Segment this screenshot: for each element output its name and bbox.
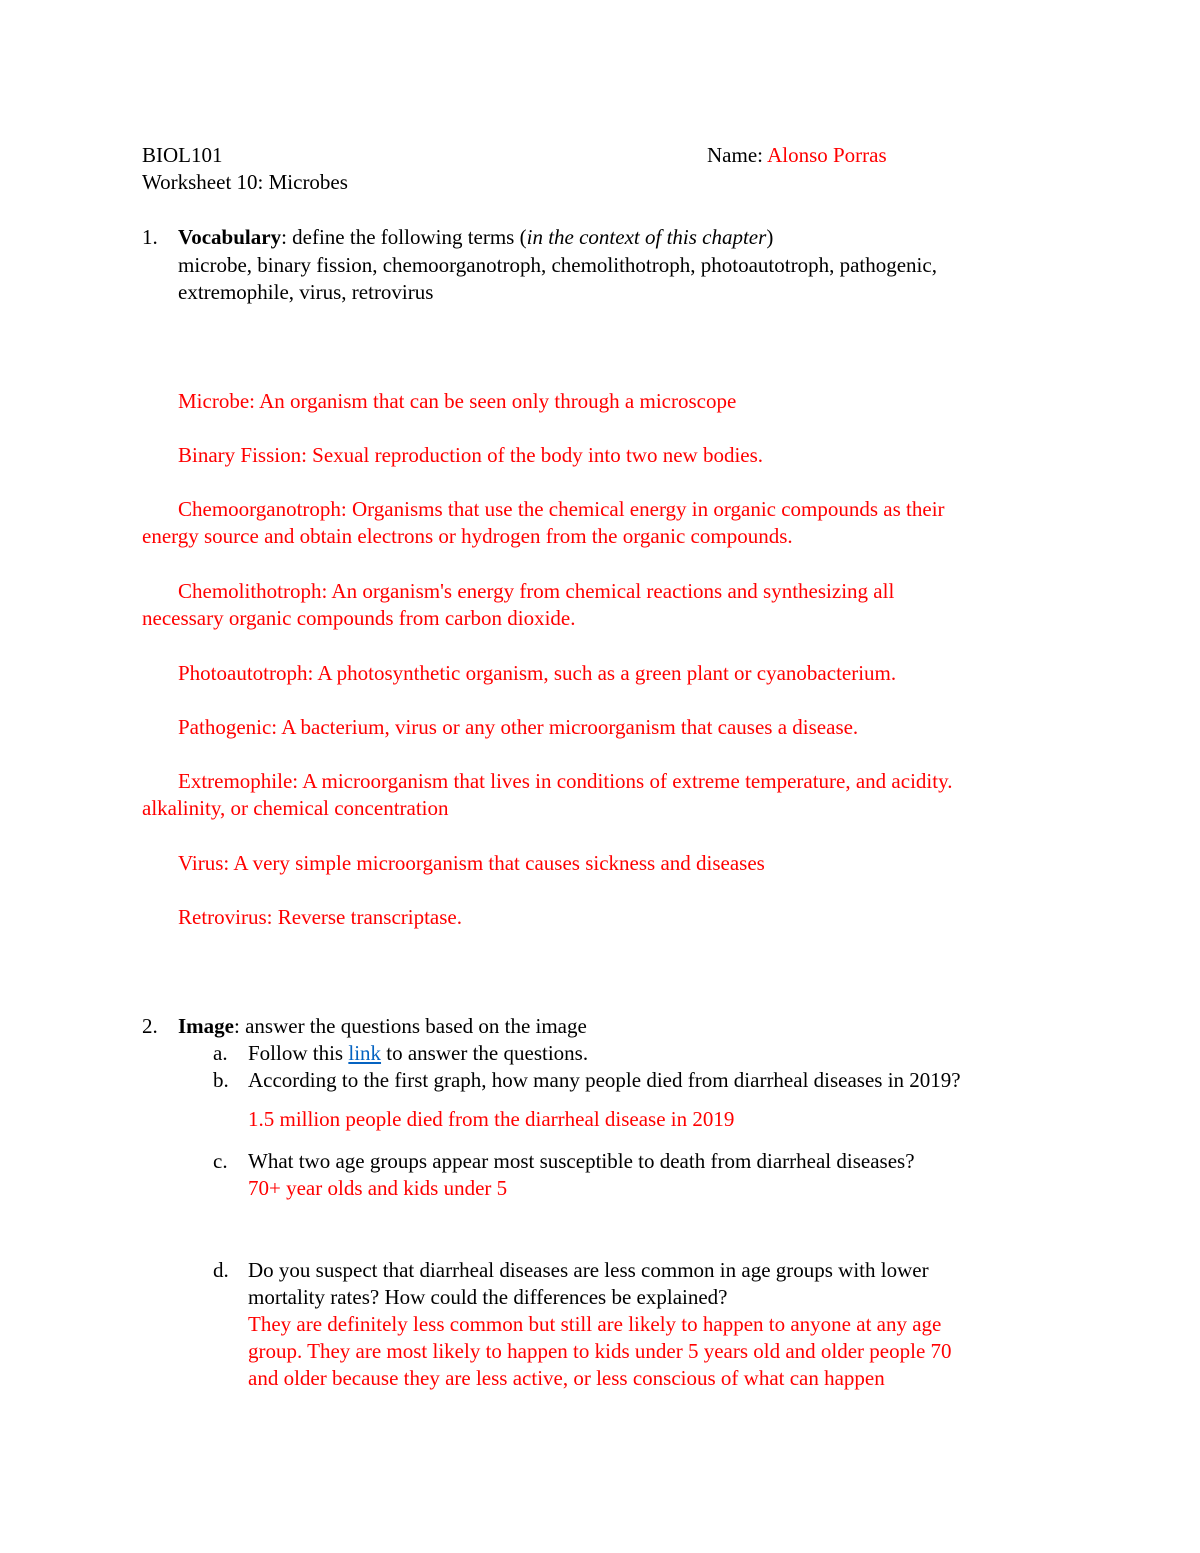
answer-extremophile-line-1: Extremophile: A microorganism that lives in conditions of extreme temperature, and acidity. xyxy=(178,769,953,793)
student-name-field xyxy=(707,142,887,169)
course-code: BIOL101 xyxy=(142,143,223,167)
name-label: Name: xyxy=(707,143,763,167)
q2c-letter: c. xyxy=(213,1149,228,1173)
q2-heading: Image xyxy=(178,1014,234,1038)
answer-extremophile-line-2: alkalinity, or chemical concentration xyxy=(142,796,449,820)
q1-heading: Vocabulary xyxy=(178,225,282,249)
answer-photoautotroph: Photoautotroph: A photosynthetic organism, such as a green plant or cyanobacterium. xyxy=(178,661,897,685)
q2-prompt: Image: answer the questions based on the image xyxy=(178,1014,587,1038)
worksheet-title: Worksheet 10: Microbes xyxy=(142,170,348,194)
question-link[interactable]: link xyxy=(348,1041,382,1065)
answer-chemolithotroph-line-2: necessary organic compounds from carbon dioxide. xyxy=(142,606,576,630)
answer-chemolithotroph-line-1: Chemolithotroph: An organism's energy from chemical reactions and synthesizing all xyxy=(178,579,895,603)
q2d-answer-line-1: They are definitely less common but still are likely to happen to anyone at any age xyxy=(248,1312,942,1336)
q1-terms-line-2: extremophile, virus, retrovirus xyxy=(178,280,434,304)
answer-chemoorganotroph-line-2: energy source and obtain electrons or hydrogen from the organic compounds. xyxy=(142,524,793,548)
answer-microbe: Microbe: An organism that can be seen only through a microscope xyxy=(178,389,737,413)
answer-binary-fission: Binary Fission: Sexual reproduction of the body into two new bodies. xyxy=(178,443,764,467)
q1-terms-line-1: microbe, binary fission, chemoorganotroph, chemolithotroph, photoautotroph, pathogenic, xyxy=(178,253,937,277)
q1-prompt: Vocabulary: define the following terms (in the context of this chapter) xyxy=(178,225,774,249)
student-name: Alonso Porras xyxy=(767,143,887,167)
q2d-question-line-1: Do you suspect that diarrheal diseases are less common in age groups with lower xyxy=(248,1258,929,1282)
answer-virus: Virus: A very simple microorganism that causes sickness and diseases xyxy=(178,851,765,875)
q2a-text: Follow this link to answer the questions. xyxy=(248,1041,589,1065)
q2b-answer: 1.5 million people died from the diarrheal disease in 2019 xyxy=(248,1107,735,1131)
answer-pathogenic: Pathogenic: A bacterium, virus or any other microorganism that causes a disease. xyxy=(178,715,859,739)
q2c-question: What two age groups appear most susceptible to death from diarrheal diseases? xyxy=(248,1149,915,1173)
answer-retrovirus: Retrovirus: Reverse transcriptase. xyxy=(178,905,462,929)
q2d-answer-line-2: group. They are most likely to happen to kids under 5 years old and older people 70 xyxy=(248,1339,952,1363)
q2d-question-line-2: mortality rates? How could the differences be explained? xyxy=(248,1285,728,1309)
answer-chemoorganotroph-line-1: Chemoorganotroph: Organisms that use the chemical energy in organic compounds as their xyxy=(178,497,945,521)
q2b-letter: b. xyxy=(213,1068,229,1092)
q2b-question: According to the first graph, how many people died from diarrheal diseases in 2019? xyxy=(248,1068,961,1092)
q2a-letter: a. xyxy=(213,1041,228,1065)
q1-number: 1. xyxy=(142,225,158,249)
q2d-answer-line-3: and older because they are less active, or less conscious of what can happen xyxy=(248,1366,885,1390)
q2-number: 2. xyxy=(142,1014,158,1038)
q2d-letter: d. xyxy=(213,1258,229,1282)
q2c-answer: 70+ year olds and kids under 5 xyxy=(248,1176,508,1200)
